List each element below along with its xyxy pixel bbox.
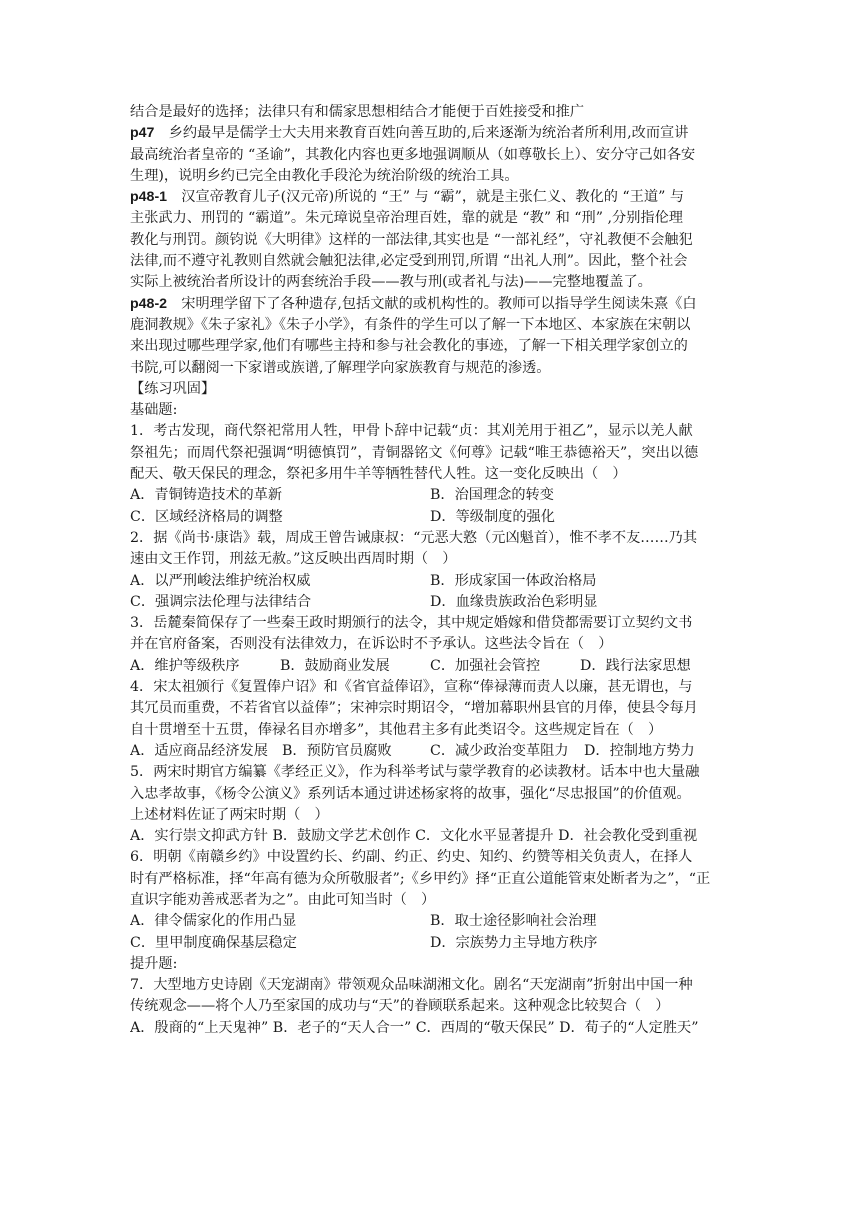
p48-2-text-1: 宋明理学留下了各种遗存,包括文献的或机构性的。教师可以指导学生阅读朱熹《白 — [167, 295, 697, 312]
q6-option-b: B．取士途径影响社会治理 — [430, 913, 597, 930]
q3-option-d: D．践行法家思想 — [580, 657, 691, 674]
q6-line-2: 时有严格标准，择“年高有德为众所敬服者”;《乡甲约》择“正直公道能管束处断者为之”，“正 — [130, 870, 711, 887]
q4-line-1: 4．宋太祖颁行《复置俸户诏》和《省官益俸诏》，宣称“俸禄薄而责人以廉，甚无谓也，与 — [130, 679, 693, 696]
q4-option-c: C．减少政治变革阻力 — [430, 742, 569, 759]
q7-options-line: A．殷商的“上天鬼神” B．老子的“天人合一” C．西周的“敬天保民” D．荀子的“人定胜天” — [130, 1019, 699, 1036]
p47-text-1: 乡约最早是儒学士大夫用来教育百姓向善互助的,后来逐渐为统治者所利用,改而宣讲 — [154, 125, 689, 142]
p48-1-tag: p48-1 — [130, 189, 168, 206]
q2-option-b: B．形成家国一体政治格局 — [430, 572, 597, 589]
q4-options-row — [130, 741, 730, 762]
q5-line-1: 5．两宋时期官方编纂《孝经正义》，作为科举考试与蒙学教育的必读教材。话本中也大量融 — [130, 764, 700, 781]
intro-line: 结合是最好的选择；法律只有和儒家思想相结合才能便于百姓接受和推广 — [130, 104, 585, 120]
q4-line-2: 其冗员而重费，不若省官以益俸”；宋神宗时期诏令，“增加幕职州县官的月俸，使县令每月 — [130, 700, 698, 717]
q2-option-a: A．以严刑峻法维护统治权威 — [130, 572, 311, 589]
q3-line-1: 3．岳麓秦简保存了一些秦王政时期颁行的法令，其中规定婚嫁和借贷都需要订立契约文书 — [130, 615, 693, 632]
q6-option-d: D．宗族势力主导地方秩序 — [430, 934, 598, 951]
q1-line-3: 配天、敬天保民的理念，祭祀多用牛羊等牺牲替代人牲。这一变化反映出（ ） — [130, 466, 627, 483]
q5-line-3: 上述材料佐证了两宋时期（ ） — [130, 806, 329, 823]
q2-options-row-1 — [130, 571, 730, 592]
q2-option-d: D．血缘贵族政治色彩明显 — [430, 593, 598, 610]
q6-options-row-2 — [130, 933, 730, 954]
p48-2-line-2: 鹿洞教规》《朱子家礼》《朱子小学》，有条件的学生可以了解一下本地区、本家族在宋朝以 — [130, 316, 691, 333]
p48-2-line-4: 书院,可以翻阅一下家谱或族谱,了解理学向家族教育与规范的渗透。 — [130, 359, 551, 376]
q2-option-c: C．强调宗法伦理与法律结合 — [130, 593, 312, 610]
q3-option-b: B．鼓励商业发展 — [280, 657, 390, 674]
q6-option-a: A．律令儒家化的作用凸显 — [130, 913, 297, 930]
q4-line-3: 自十贯增至十五贯，俸禄名目亦增多”，其他君主多有此类诏令。这些规定旨在（ ） — [130, 721, 663, 738]
q2-options-row-2 — [130, 592, 730, 613]
document-body — [130, 102, 730, 1039]
p48-1-line-4: 法律,而不遵守礼教则自然就会触犯法律,必定受到刑罚,所谓 “出礼人刑”。因此，整个社会 — [130, 253, 688, 270]
p47-line-2: 最高统治者皇帝的 “圣谕”，其教化内容也更多地强调顺从（如尊敬长上）、安分守己如各安 — [130, 146, 696, 163]
p47-tag: p47 — [130, 125, 155, 142]
advanced-label: 提升题: — [130, 955, 178, 972]
q5-options-line: A．实行崇文抑武方针 B．鼓励文学艺术创作 C．文化水平显著提升 D．社会教化受到重视 — [130, 828, 698, 845]
basic-label: 基础题: — [130, 402, 178, 419]
q7-line-1: 7．大型地方史诗剧《天宠湖南》带领观众品味湖湘文化。剧名“天宠湖南”折射出中国一种 — [130, 977, 693, 994]
q1-option-a: A．青铜铸造技术的革新 — [130, 487, 283, 504]
q1-option-c: C．区域经济格局的调整 — [130, 508, 283, 525]
p48-1-line-3: 教化与刑罚。颜钧说《大明律》这样的一部法律,其实也是 “一部礼经”，守礼教便不会触犯 — [130, 231, 693, 248]
q5-line-2: 入忠孝故事，《杨令公演义》系列话本通过讲述杨家将的故事，强化“尽忠报国”的价值观。 — [130, 785, 691, 802]
q3-line-2: 并在官府备案，否则没有法律效力，在诉讼时不予承认。这些法令旨在（ ） — [130, 636, 613, 653]
p48-1-text-1: 汉宣帝教育儿子(汉元帝)所说的 “王” 与 “霸”，就是主张仁义、教化的 “王道” 与 — [167, 189, 685, 206]
q3-options-row — [130, 656, 730, 677]
p48-2-line-3: 来出现过哪些理学家,他们有哪些主持和参与社会教化的事迹，了解一下相关理学家创立的 — [130, 338, 688, 355]
q1-options-row-1 — [130, 485, 730, 506]
q3-option-a: A．维护等级秩序 — [130, 657, 240, 674]
q1-line-2: 祭祖先；而周代祭祀强调“明德慎罚”，青铜器铭文《何尊》记载“唯王恭德裕天”，突出以德 — [130, 444, 699, 461]
q6-options-row-1 — [130, 911, 730, 932]
p48-1-line-2: 主张武力、刑罚的 “霸道”。朱元璋说皇帝治理百姓，靠的就是 “教” 和 “刑” ,分别指伦理 — [130, 210, 683, 227]
p48-1-line-1 — [130, 187, 730, 208]
q4-option-a: A．适应商品经济发展 — [130, 742, 268, 759]
p48-2-tag: p48-2 — [130, 295, 168, 312]
q6-option-c: C．里甲制度确保基层稳定 — [130, 934, 297, 951]
q2-line-2: 速由文王作罚，刑兹无赦。”这反映出西周时期（ ） — [130, 551, 457, 568]
q7-line-2: 传统观念——将个人乃至家国的成功与“天”的眷顾联系起来。这种观念比较契合（ ） — [130, 998, 670, 1015]
p47-line-1 — [130, 123, 730, 144]
q2-line-1: 2．据《尚书·康诰》载，周成王曾告诫康叔：“元恶大憝（元凶魁首），惟不孝不友……乃其 — [130, 529, 698, 546]
q6-line-3: 直识字能劝善戒恶者为之”。由此可知当时（ ） — [130, 891, 436, 908]
q1-option-d: D．等级制度的强化 — [430, 508, 555, 525]
q1-line-1: 1．考古发现，商代祭祀常用人牲，甲骨卜辞中记载“贞：其刈羌用于祖乙”，显示以羌人献 — [130, 423, 693, 440]
q3-option-c: C．加强社会管控 — [430, 657, 541, 674]
section-title: 【练习巩固】 — [130, 380, 216, 397]
p48-2-line-1 — [130, 294, 730, 315]
p47-line-3: 生理)，说明乡约已完全由教化手段沦为统治阶级的统治工具。 — [130, 167, 519, 184]
q6-line-1: 6．明朝《南赣乡约》中设置约长、约副、约正、约史、知约、约赞等相关负责人，在择人 — [130, 849, 693, 866]
q4-option-b: B．预防官员腐败 — [282, 742, 392, 759]
q4-option-d: D．控制地方势力 — [584, 742, 695, 759]
q1-options-row-2 — [130, 507, 730, 528]
q1-option-b: B．治国理念的转变 — [430, 487, 554, 504]
p48-1-line-5: 实际上被统治者所设计的两套统治手段——教与刑(或者礼与法)——完整地覆盖了。 — [130, 274, 652, 291]
